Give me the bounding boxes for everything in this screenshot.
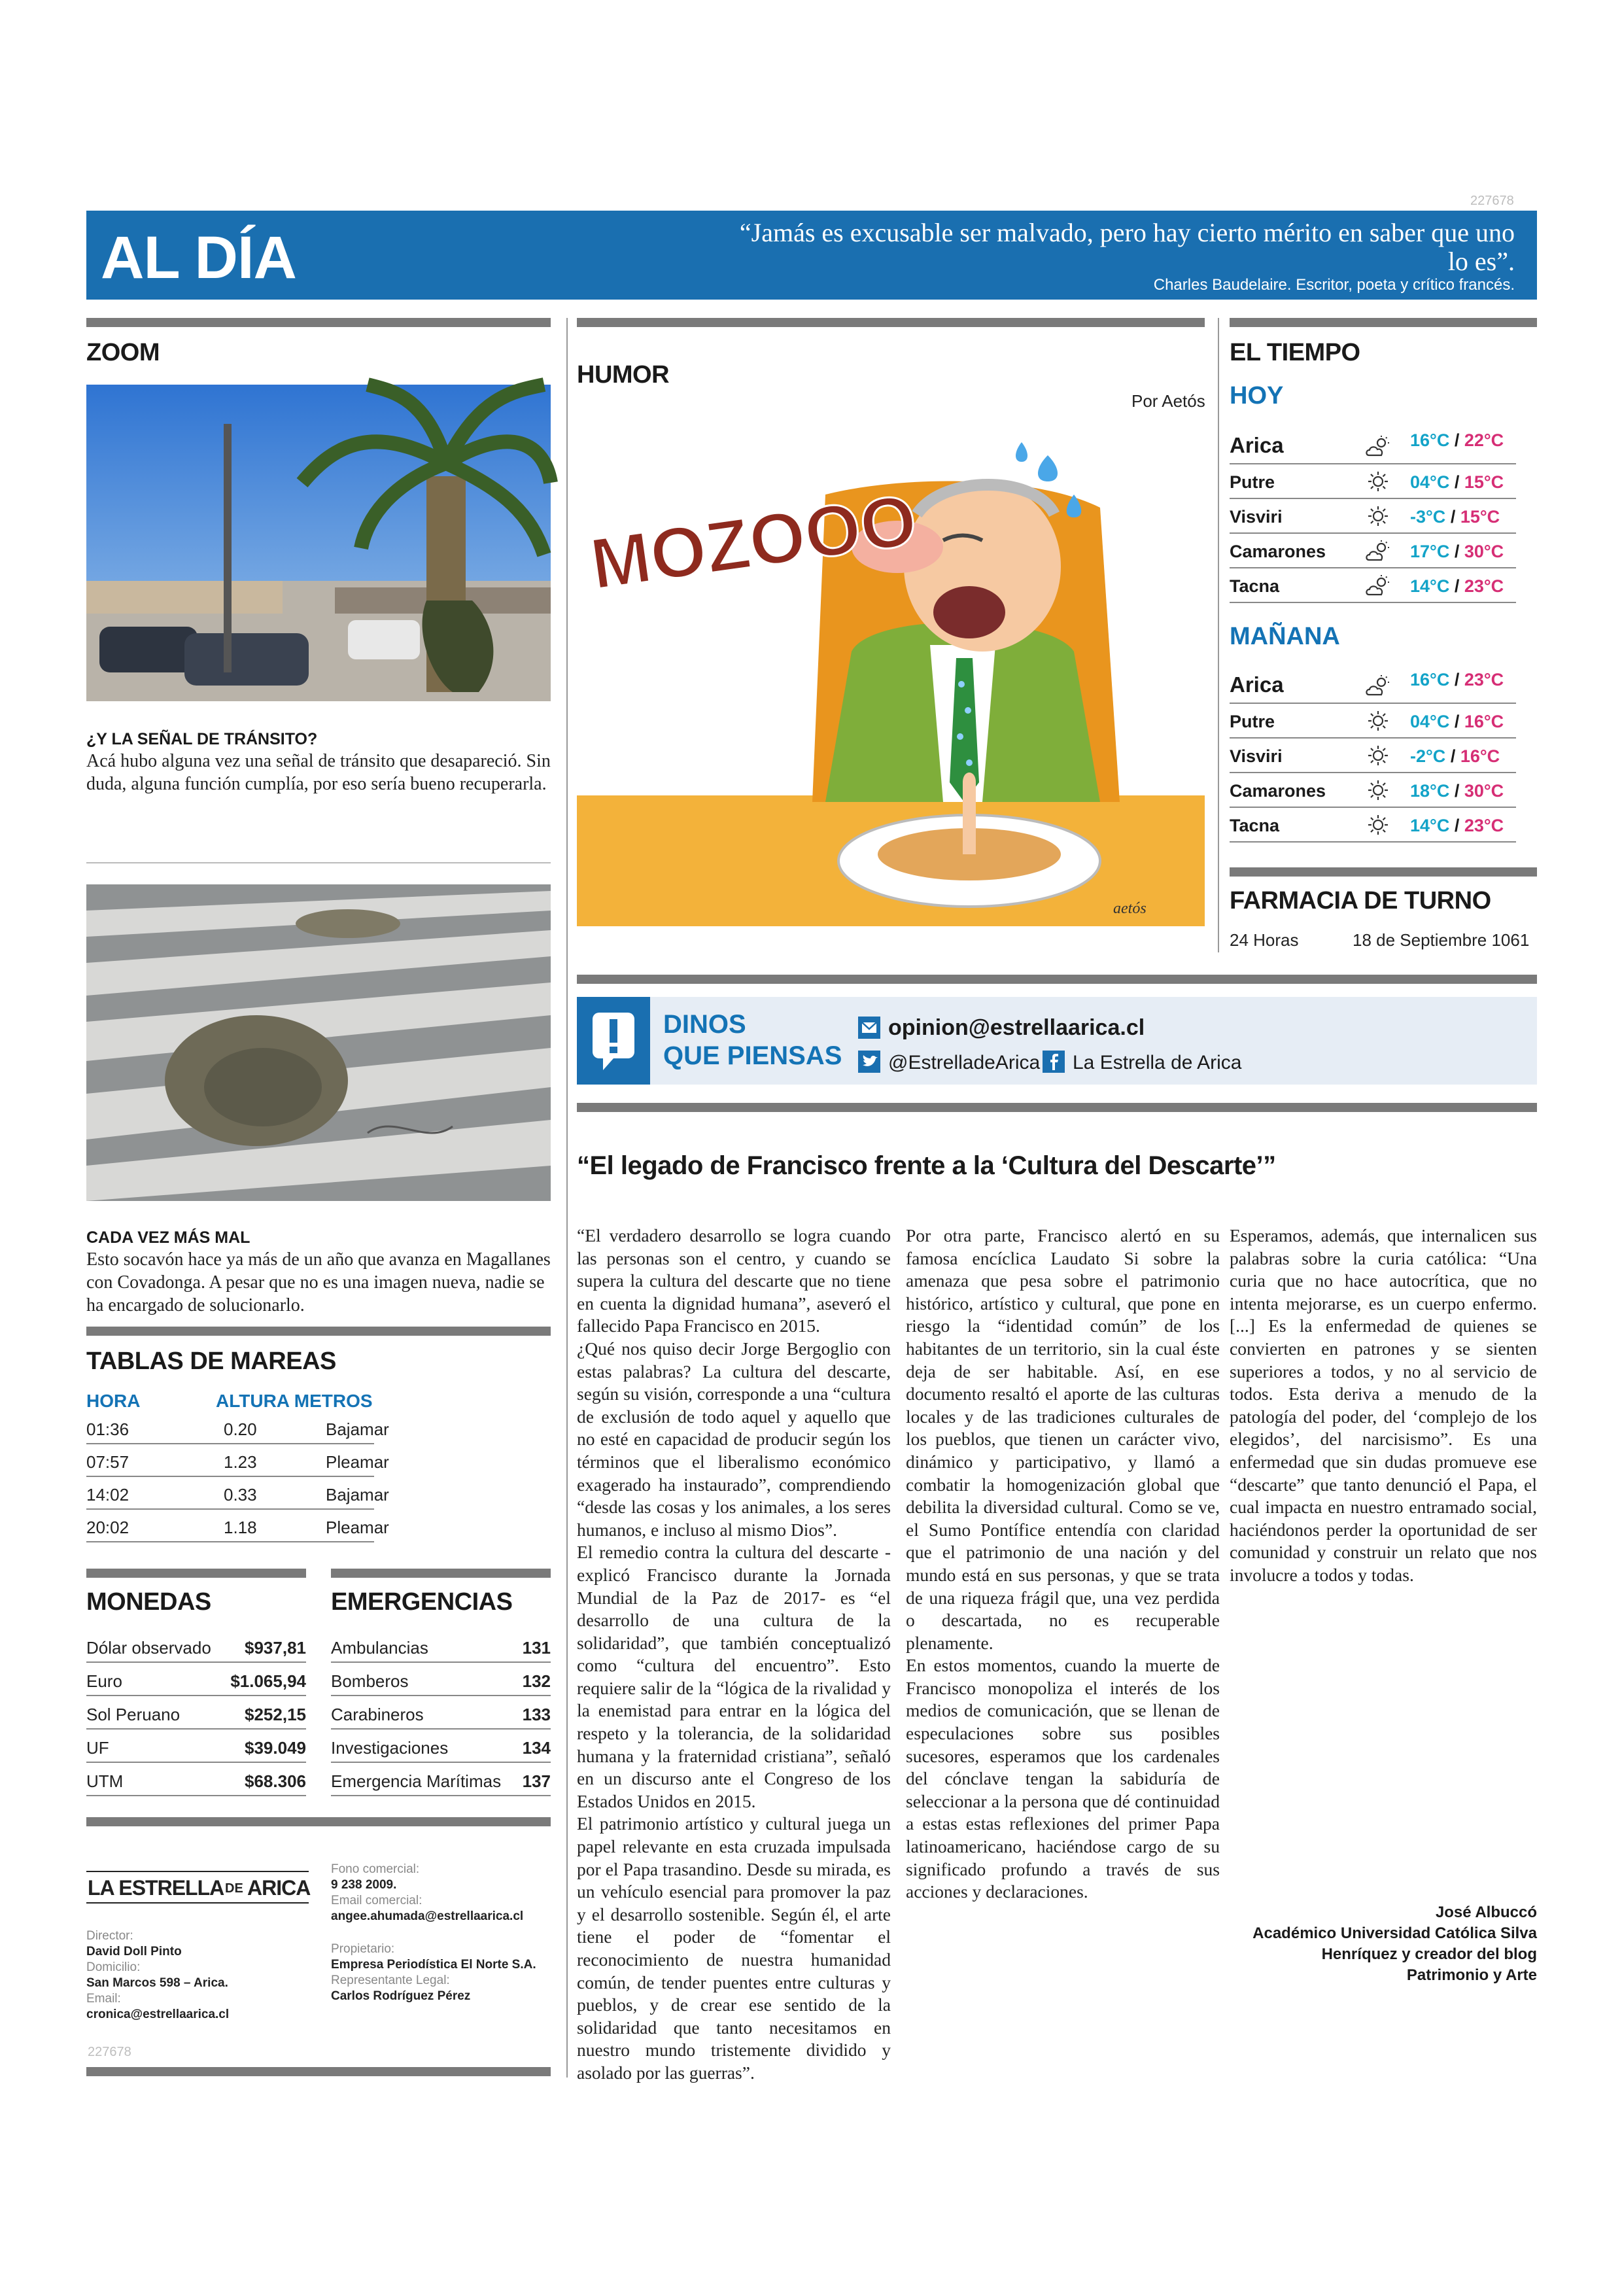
logo-text-de: DE bbox=[225, 1881, 243, 1896]
weather-separator: / bbox=[1449, 670, 1464, 689]
currency-value: $1.065,94 bbox=[230, 1671, 306, 1691]
weather-city: Tacna bbox=[1230, 816, 1280, 835]
weather-min: 16°C bbox=[1410, 670, 1450, 689]
divider bbox=[86, 1569, 306, 1578]
weather-temp bbox=[1410, 746, 1500, 767]
weather-max: 30°C bbox=[1464, 781, 1504, 801]
divider bbox=[86, 318, 551, 327]
masthead-quote: “Jamás es excusable ser malvado, pero hay cierto mérito en saber que uno lo es”. bbox=[739, 218, 1515, 276]
tides-tipo: Pleamar bbox=[326, 1518, 389, 1537]
zoom-caption-text-2: Esto socavón hace ya más de un año que avanza en Magallanes con Covadonga. A pesar que no es una imagen nueva, nadie se ha encargado de solucionarlo. bbox=[86, 1249, 551, 1315]
contact-facebook[interactable]: La Estrella de Arica bbox=[1073, 1052, 1242, 1073]
currency-name: Dólar observado bbox=[86, 1638, 211, 1658]
currency-value: $252,15 bbox=[245, 1705, 306, 1724]
weather-row bbox=[1230, 425, 1516, 464]
tides-col-hora: HORA bbox=[86, 1391, 141, 1411]
weather-min: 17°C bbox=[1410, 542, 1450, 561]
article-column-2 bbox=[906, 1225, 1220, 1902]
weather-max: 23°C bbox=[1464, 670, 1504, 689]
weather-temp bbox=[1410, 670, 1504, 690]
article-column-3 bbox=[1230, 1225, 1537, 1587]
emergency-number: 134 bbox=[522, 1738, 551, 1758]
weather-min: 16°C bbox=[1410, 430, 1450, 450]
divider bbox=[577, 318, 1205, 327]
weather-max: 15°C bbox=[1464, 472, 1504, 492]
weather-separator: / bbox=[1449, 542, 1464, 561]
logo-text-la-estrella: LA ESTRELLA bbox=[88, 1876, 224, 1900]
divider bbox=[86, 1817, 551, 1826]
imprint-director: David Doll Pinto bbox=[86, 1945, 182, 1958]
currency-name: Sol Peruano bbox=[86, 1705, 181, 1724]
currency-row bbox=[86, 1730, 306, 1763]
emergency-row bbox=[331, 1764, 551, 1796]
article-author-name: José Albuccó bbox=[1435, 1904, 1537, 1921]
weather-row bbox=[1230, 739, 1516, 773]
imprint-email-comercial-label: Email comercial: bbox=[331, 1894, 423, 1907]
sun-icon bbox=[1364, 744, 1392, 767]
weather-row bbox=[1230, 568, 1516, 603]
sun-icon bbox=[1364, 709, 1392, 733]
partly-cloudy-icon bbox=[1364, 674, 1392, 697]
page-id-bottom: 227678 bbox=[88, 2045, 131, 2059]
tides-row bbox=[86, 1444, 389, 1477]
imprint-director-label: Director: bbox=[86, 1929, 133, 1943]
weather-min: -2°C bbox=[1410, 746, 1446, 766]
emergency-name: Ambulancias bbox=[331, 1638, 428, 1658]
weather-separator: / bbox=[1449, 430, 1464, 450]
currency-row bbox=[86, 1764, 306, 1796]
partly-cloudy-icon bbox=[1364, 539, 1392, 563]
sun-icon bbox=[1364, 504, 1392, 528]
zoom-caption-title-2: CADA VEZ MÁS MAL bbox=[86, 1228, 250, 1247]
contact-email[interactable]: opinion@estrellaarica.cl bbox=[888, 1015, 1145, 1040]
weather-row bbox=[1230, 499, 1516, 534]
divider bbox=[86, 2067, 551, 2076]
tides-tipo: Pleamar bbox=[326, 1452, 389, 1472]
divider bbox=[577, 1103, 1537, 1112]
emergency-number: 137 bbox=[522, 1771, 551, 1791]
weather-temp bbox=[1410, 542, 1504, 562]
emergency-name: Carabineros bbox=[331, 1705, 424, 1724]
email-icon bbox=[858, 1017, 880, 1039]
weather-separator: / bbox=[1445, 507, 1460, 527]
tides-tipo: Bajamar bbox=[326, 1485, 389, 1505]
imprint-representante: Carlos Rodríguez Pérez bbox=[331, 1989, 471, 2003]
weather-city: Arica bbox=[1230, 672, 1284, 697]
zoom-caption-text-1: Acá hubo alguna vez una señal de tránsito que desapareció. Sin duda, alguna función cumplía, por eso sería bueno recuperarla. bbox=[86, 751, 551, 794]
emergency-header: EMERGENCIAS bbox=[331, 1588, 513, 1616]
emergency-name: Investigaciones bbox=[331, 1738, 449, 1758]
section-title: AL DÍA bbox=[101, 224, 296, 291]
weather-temp bbox=[1410, 576, 1504, 597]
weather-temp bbox=[1410, 472, 1504, 493]
facebook-icon bbox=[1043, 1051, 1065, 1073]
humor-header: HUMOR bbox=[577, 361, 670, 389]
partly-cloudy-icon bbox=[1364, 574, 1392, 597]
imprint-representante-label: Representante Legal: bbox=[331, 1974, 450, 1987]
zoom-photo-pothole bbox=[86, 884, 551, 1201]
currency-value: $39.049 bbox=[245, 1738, 306, 1758]
article-paragraph: “El verdadero desarrollo se logra cuando las personas son el centro, y cuando se supera la cultura del descarte que no tiene en cuenta la dignidad humana”, aseveró el fallecido Papa Francisco en 2015. bbox=[577, 1225, 891, 1336]
divider bbox=[1230, 318, 1537, 327]
tides-row bbox=[86, 1477, 389, 1510]
emergency-number: 131 bbox=[522, 1638, 551, 1658]
tides-row bbox=[86, 1412, 389, 1444]
humor-byline: Por Aetós bbox=[1131, 391, 1205, 411]
weather-city: Visviri bbox=[1230, 746, 1283, 766]
weather-row bbox=[1230, 704, 1516, 739]
article-paragraph: El remedio contra la cultura del descarte -explicó Francisco durante la Jornada Mundial de la Paz de 2017- es “el desarrollo de una cultura de la solidaridad”, que también conceptualizó como “cultura del encuentro”. Esto requiere salir de la “lógica de la rivalidad y la enemistad para entrar en la lógica del respeto y la tolerancia, de la solidaridad humana y la fraternidad cristiana”, señaló en un discurso ante el Congreso de los Estados Unidos en 2015. bbox=[577, 1542, 891, 1811]
weather-max: 23°C bbox=[1464, 576, 1504, 596]
weather-temp bbox=[1410, 816, 1504, 836]
weather-max: 23°C bbox=[1464, 816, 1504, 835]
imprint-left bbox=[86, 1928, 229, 2023]
currency-header: MONEDAS bbox=[86, 1588, 211, 1616]
weather-city: Visviri bbox=[1230, 507, 1283, 527]
currency-value: $68.306 bbox=[245, 1771, 306, 1791]
weather-separator: / bbox=[1449, 781, 1464, 801]
zoom-caption-title-1: ¿Y LA SEÑAL DE TRÁNSITO? bbox=[86, 730, 318, 748]
tides-hora: 14:02 bbox=[86, 1485, 129, 1505]
cartoon-signature: aetós bbox=[1113, 900, 1147, 917]
weather-city: Putre bbox=[1230, 712, 1275, 731]
newspaper-logo bbox=[86, 1871, 309, 1904]
imprint-propietario: Empresa Periodística El Norte S.A. bbox=[331, 1958, 536, 1972]
weather-max: 15°C bbox=[1460, 507, 1500, 527]
sun-icon bbox=[1364, 778, 1392, 802]
column-rule bbox=[1218, 318, 1219, 952]
currency-name: Euro bbox=[86, 1671, 122, 1691]
tides-tipo: Bajamar bbox=[326, 1419, 389, 1439]
weather-city: Tacna bbox=[1230, 576, 1280, 596]
imprint-right bbox=[331, 1862, 536, 2004]
imprint-propietario-label: Propietario: bbox=[331, 1942, 395, 1956]
weather-min: -3°C bbox=[1410, 507, 1446, 527]
weather-separator: / bbox=[1445, 746, 1460, 766]
article-author-role: Patrimonio y Arte bbox=[1406, 1966, 1537, 1984]
emergency-number: 133 bbox=[522, 1705, 551, 1724]
weather-today-label: HOY bbox=[1230, 382, 1284, 409]
tides-hora: 07:57 bbox=[86, 1452, 129, 1472]
humor-cartoon bbox=[577, 416, 1205, 926]
weather-temp bbox=[1410, 781, 1504, 801]
imprint-email[interactable]: cronica@estrellaarica.cl bbox=[86, 2008, 230, 2021]
emergency-number: 132 bbox=[522, 1671, 551, 1691]
currency-name: UTM bbox=[86, 1771, 124, 1791]
weather-header: EL TIEMPO bbox=[1230, 339, 1360, 366]
article-author bbox=[1230, 1902, 1537, 1986]
tides-altura: 1.18 bbox=[224, 1518, 257, 1537]
contact-title-2: QUE PIENSAS bbox=[663, 1041, 842, 1070]
divider-thin bbox=[86, 862, 551, 863]
tides-hora: 01:36 bbox=[86, 1419, 129, 1439]
partly-cloudy-icon bbox=[1364, 434, 1392, 458]
weather-separator: / bbox=[1449, 712, 1464, 731]
article-author-role: Académico Universidad Católica Silva bbox=[1252, 1924, 1537, 1942]
weather-min: 18°C bbox=[1410, 781, 1450, 801]
article-paragraph: En estos momentos, cuando la muerte de Francisco monopoliza el interés de los medios de comunicación, que se llenan de especulaciones sobre sus posibles sucesores, esperamos que los cardenales del cónclave tengan la sabiduría de seleccionar a la persona que dé continuidad a estas estas reflexiones del primer Papa latinoamericano, haciéndose cargo de su significado profundo a través de sus acciones y declaraciones. bbox=[906, 1655, 1220, 1902]
sun-icon bbox=[1364, 813, 1392, 837]
tides-altura: 0.20 bbox=[224, 1419, 257, 1439]
weather-min: 04°C bbox=[1410, 472, 1450, 492]
tides-altura: 0.33 bbox=[224, 1485, 257, 1505]
weather-max: 16°C bbox=[1464, 712, 1504, 731]
weather-row bbox=[1230, 665, 1516, 704]
tides-col-altura: ALTURA METROS bbox=[216, 1391, 373, 1411]
weather-city: Putre bbox=[1230, 472, 1275, 492]
weather-city: Camarones bbox=[1230, 781, 1326, 801]
article-paragraph: Esperamos, además, que internalicen sus palabras sobre la curia católica: “Una curia que no hace autocrítica, que no intenta mejorarse, es un cuerpo enfermo. [...] Es la enfermedad de quienes se convierten en patrones y se sienten superiores a todos, y no al servicio de todos. Esta deriva a menudo de la patología del poder, del ‘complejo de los elegidos’, del narcisismo”. Es una enfermedad que sin dudas promueve ese “descarte” que tanto denunció el Papa, el cual impacta en nuestro entramado social, haciéndonos perder la oportunidad de ser comunidad y construir un relato que nos involucre a todos y todas. bbox=[1230, 1225, 1537, 1585]
page-id-top: 227678 bbox=[1470, 194, 1514, 208]
imprint-domicilio: San Marcos 598 – Arica. bbox=[86, 1976, 228, 1990]
divider bbox=[331, 1569, 551, 1578]
tides-altura: 1.23 bbox=[224, 1452, 257, 1472]
imprint-email-comercial[interactable]: angee.ahumada@estrellaarica.cl bbox=[331, 1909, 524, 1923]
zoom-photo-street bbox=[86, 385, 551, 701]
zoom-header: ZOOM bbox=[86, 339, 160, 366]
article-column-1 bbox=[577, 1225, 891, 2083]
weather-temp bbox=[1410, 712, 1504, 732]
article-paragraph: El patrimonio artístico y cultural juega un papel relevante en esta cruzada impulsada por el Papa trasandino. Desde su mirada, es un vehículo esencial para promover la paz y el desarrollo sostenible. Según él, el arte tiene el poder de “fomentar el reconocimiento de nuestra humanidad común, de tender puentes entre culturas y pueblos, y de crear ese sentido de la solidaridad que tanto necesitamos en nuestro mundo tristemente dividido y asolado por las guerras”. bbox=[577, 1813, 891, 2083]
weather-row bbox=[1230, 773, 1516, 808]
masthead bbox=[86, 211, 1537, 300]
weather-min: 04°C bbox=[1410, 712, 1450, 731]
contact-twitter[interactable]: @EstrelladeArica bbox=[888, 1052, 1041, 1073]
weather-max: 22°C bbox=[1464, 430, 1504, 450]
cartoon-text: MOZOOO bbox=[585, 479, 922, 605]
weather-separator: / bbox=[1449, 816, 1464, 835]
weather-separator: / bbox=[1449, 576, 1464, 596]
emergency-row bbox=[331, 1730, 551, 1763]
weather-temp bbox=[1410, 430, 1504, 451]
emergency-name: Bomberos bbox=[331, 1671, 409, 1691]
currency-value: $937,81 bbox=[245, 1638, 306, 1658]
contact-title-1: DINOS bbox=[663, 1010, 746, 1039]
logo-text-arica: ARICA bbox=[247, 1876, 311, 1900]
alert-icon bbox=[577, 997, 650, 1085]
article-paragraph: Por otra parte, Francisco alertó en su famosa encíclica Laudato Si sobre la amenaza que pesa sobre el patrimonio histórico, artístico y cultural, que pone en riesgo la “identidad común” de los habitantes de un territorio, sin la cual éste deja de ser habitable. Así, en ese documento resaltó el aporte de las culturas locales y de las tradiciones culturales de los pueblos, que tienen un carácter vivo, dinámico y participativo, y llamó a combatir la homogenización global que debilita la diversidad cultural. Como se ve, el Sumo Pontífice entendía con claridad que el patrimonio de una nación y del mundo está en sus personas, y que se trata de una riqueza frágil que, una vez perdida o descartada, no es recuperable plenamente. bbox=[906, 1225, 1220, 1653]
masthead-quote-author: Charles Baudelaire. Escritor, poeta y crítico francés. bbox=[1153, 276, 1515, 294]
weather-tomorrow-label: MAÑANA bbox=[1230, 623, 1340, 650]
contact-box bbox=[577, 997, 1537, 1085]
twitter-icon bbox=[858, 1051, 880, 1073]
sun-icon bbox=[1364, 470, 1392, 493]
currency-row bbox=[86, 1663, 306, 1696]
imprint-fono: 9 238 2009. bbox=[331, 1878, 397, 1892]
tides-header: TABLAS DE MAREAS bbox=[86, 1348, 336, 1375]
imprint-domicilio-label: Domicilio: bbox=[86, 1960, 141, 1974]
divider bbox=[86, 1327, 551, 1336]
emergency-row bbox=[331, 1663, 551, 1696]
currency-row bbox=[86, 1630, 306, 1663]
weather-min: 14°C bbox=[1410, 816, 1450, 835]
weather-row bbox=[1230, 464, 1516, 499]
divider bbox=[1230, 867, 1537, 877]
pharmacy-hours: 24 Horas bbox=[1230, 930, 1299, 950]
currency-row bbox=[86, 1697, 306, 1730]
weather-city: Camarones bbox=[1230, 542, 1326, 561]
imprint-fono-label: Fono comercial: bbox=[331, 1862, 420, 1876]
pharmacy-header: FARMACIA DE TURNO bbox=[1230, 887, 1491, 914]
divider bbox=[577, 975, 1537, 984]
emergency-row bbox=[331, 1697, 551, 1730]
weather-temp bbox=[1410, 507, 1500, 527]
weather-min: 14°C bbox=[1410, 576, 1450, 596]
weather-max: 30°C bbox=[1464, 542, 1504, 561]
currency-name: UF bbox=[86, 1738, 109, 1758]
tides-hora: 20:02 bbox=[86, 1518, 129, 1537]
weather-row bbox=[1230, 808, 1516, 843]
weather-separator: / bbox=[1449, 472, 1464, 492]
column-rule bbox=[566, 318, 568, 2078]
article-author-role: Henríquez y creador del blog bbox=[1321, 1945, 1537, 1963]
emergency-name: Emergencia Marítimas bbox=[331, 1771, 502, 1791]
weather-max: 16°C bbox=[1460, 746, 1500, 766]
weather-city: Arica bbox=[1230, 433, 1284, 457]
emergency-row bbox=[331, 1630, 551, 1663]
article-paragraph: ¿Qué nos quiso decir Jorge Bergoglio con estas palabras? La cultura del descarte, según su visión, corresponde a una “cultura de exclusión de todo aquel y aquello que no esté en capacidad de producir según los términos que el liberalismo económico exagerado ha instaurado”, comprendiendo “desde las cosas y los animales, a los seres humanos, e incluso al mismo Dios”. bbox=[577, 1338, 891, 1540]
weather-row bbox=[1230, 534, 1516, 568]
tides-row bbox=[86, 1510, 389, 1542]
article-title: “El legado de Francisco frente a la ‘Cultura del Descarte’” bbox=[577, 1151, 1276, 1180]
imprint-email-label: Email: bbox=[86, 1992, 121, 2006]
pharmacy-address: 18 de Septiembre 1061 bbox=[1353, 930, 1530, 950]
